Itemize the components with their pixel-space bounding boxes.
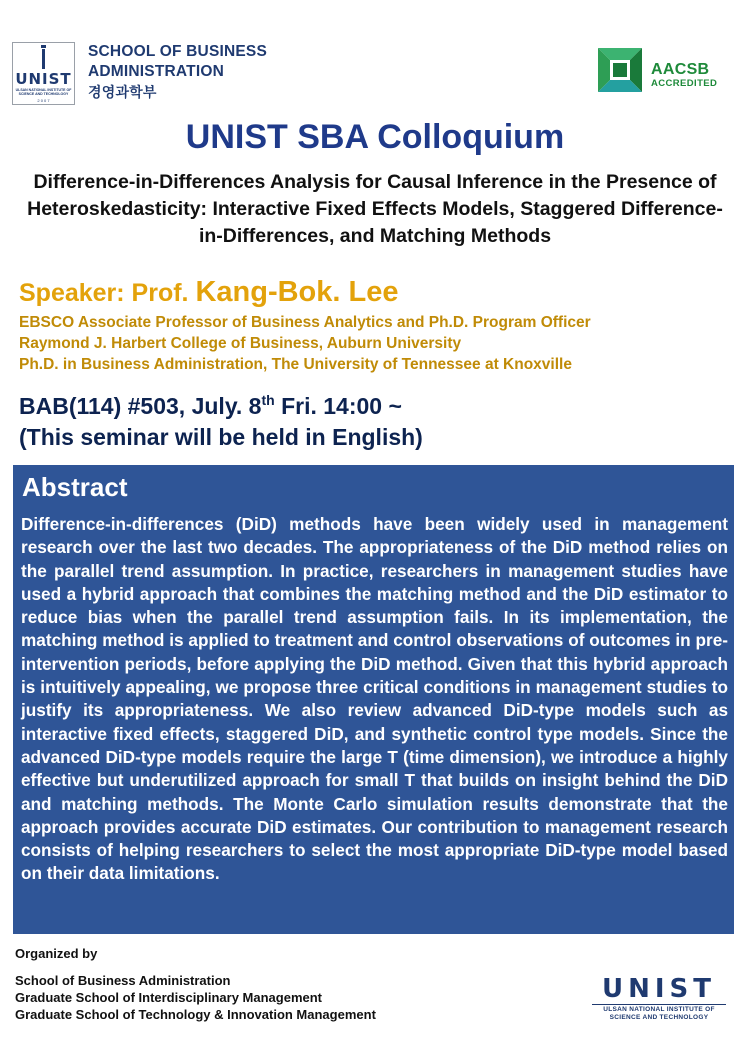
schedule-location-date: BAB(114) #503, July. 8 — [19, 393, 262, 419]
speaker-affiliations — [19, 312, 591, 375]
organizers-list — [15, 972, 376, 1023]
schedule-time: Fri. 14:00 ~ — [274, 393, 402, 419]
abstract-heading: Abstract — [22, 472, 128, 502]
footer-logo-word: UNIST — [601, 974, 716, 1004]
school-name-line1: SCHOOL OF BUSINESS — [88, 43, 268, 60]
schedule — [19, 391, 423, 453]
page-title: UNIST SBA Colloquium — [185, 118, 565, 156]
organizer-item: School of Business Administration — [15, 973, 231, 988]
schedule-language-note: (This seminar will be held in English) — [19, 424, 423, 450]
unist-logo — [12, 42, 75, 105]
affiliation-line: Ph.D. in Business Administration, The University of Tennessee at Knoxville — [19, 356, 572, 373]
unist-footer-logo — [588, 975, 730, 1025]
affiliation-line: Raymond J. Harbert College of Business, Auburn University — [19, 335, 462, 352]
schedule-line1 — [19, 391, 423, 422]
header — [0, 0, 750, 110]
affiliation-line: EBSCO Associate Professor of Business Analytics and Ph.D. Program Officer — [19, 314, 591, 331]
speaker-line — [19, 276, 398, 309]
logo-year: 2 0 0 7 — [37, 98, 50, 103]
talk-title: Difference-in-Differences Analysis for Causal Inference in the Presence of Heteroskedasticity: Interactive Fixed Effects Models, Staggered Difference-in-Differences, and Matching Methods — [27, 171, 723, 247]
school-name — [88, 42, 267, 102]
organizer-item: Graduate School of Technology & Innovation Management — [15, 1007, 376, 1022]
logo-bar — [42, 49, 45, 69]
organizer-item: Graduate School of Interdisciplinary Management — [15, 990, 323, 1005]
abstract-body: Difference-in-differences (DiD) methods have been widely used in management research over the last two decades. The appropriateness of the DiD method relies on the parallel trend assumption. In practice, researchers in management studies have used a hybrid approach that combines the matching method and the DiD estimator to reduce bias when the parallel trend assumption fails. In its implementation, the matching method is applied to treatment and control observations of outcomes in pre-intervention periods, before applying the DiD method. Given that this hybrid approach is intuitively appealing, we propose three critical conditions in management studies to justify its appropriateness. We also review advanced DiD-type models such as interactive fixed effects, staggered DiD, and synthetic control type models. Since the advanced DiD-type models require the large T (time dimension), we introduce a highly effective but underutilized approach for small T that builds on insight behind the DiD and matching methods. The Monte Carlo simulation results demonstrate that the approach provides accurate DiD estimates. Our contribution to management research consists of helping researchers to select the most appropriate DiD-type model based on their data limitations. — [21, 514, 728, 884]
speaker-name: Kang-Bok. Lee — [195, 276, 399, 308]
aacsb-name: AACSB — [651, 61, 710, 78]
school-name-line2: ADMINISTRATION — [88, 63, 224, 80]
date-ordinal-suffix: th — [261, 392, 275, 408]
speaker-prefix: Speaker: Prof. — [19, 279, 196, 307]
footer-logo-line2: SCIENCE AND TECHNOLOGY — [609, 1013, 709, 1021]
footer-logo-line1: ULSAN NATIONAL INSTITUTE OF — [603, 1006, 715, 1013]
abstract-panel — [13, 465, 734, 934]
organizers-heading: Organized by — [15, 946, 98, 961]
aacsb-logo-icon — [598, 48, 642, 92]
aacsb-badge — [651, 62, 717, 89]
logo-subtitle: ULSAN NATIONAL INSTITUTE OF SCIENCE AND TECHNOLOGY — [15, 88, 72, 96]
logo-dot — [41, 45, 46, 48]
footer-logo-divider — [592, 1004, 726, 1005]
aacsb-status: ACCREDITED — [651, 78, 718, 89]
footer-logo-subtitle — [588, 1006, 730, 1021]
school-name-korean: 경영과학부 — [88, 84, 157, 100]
logo-word: UNIST — [15, 70, 72, 88]
